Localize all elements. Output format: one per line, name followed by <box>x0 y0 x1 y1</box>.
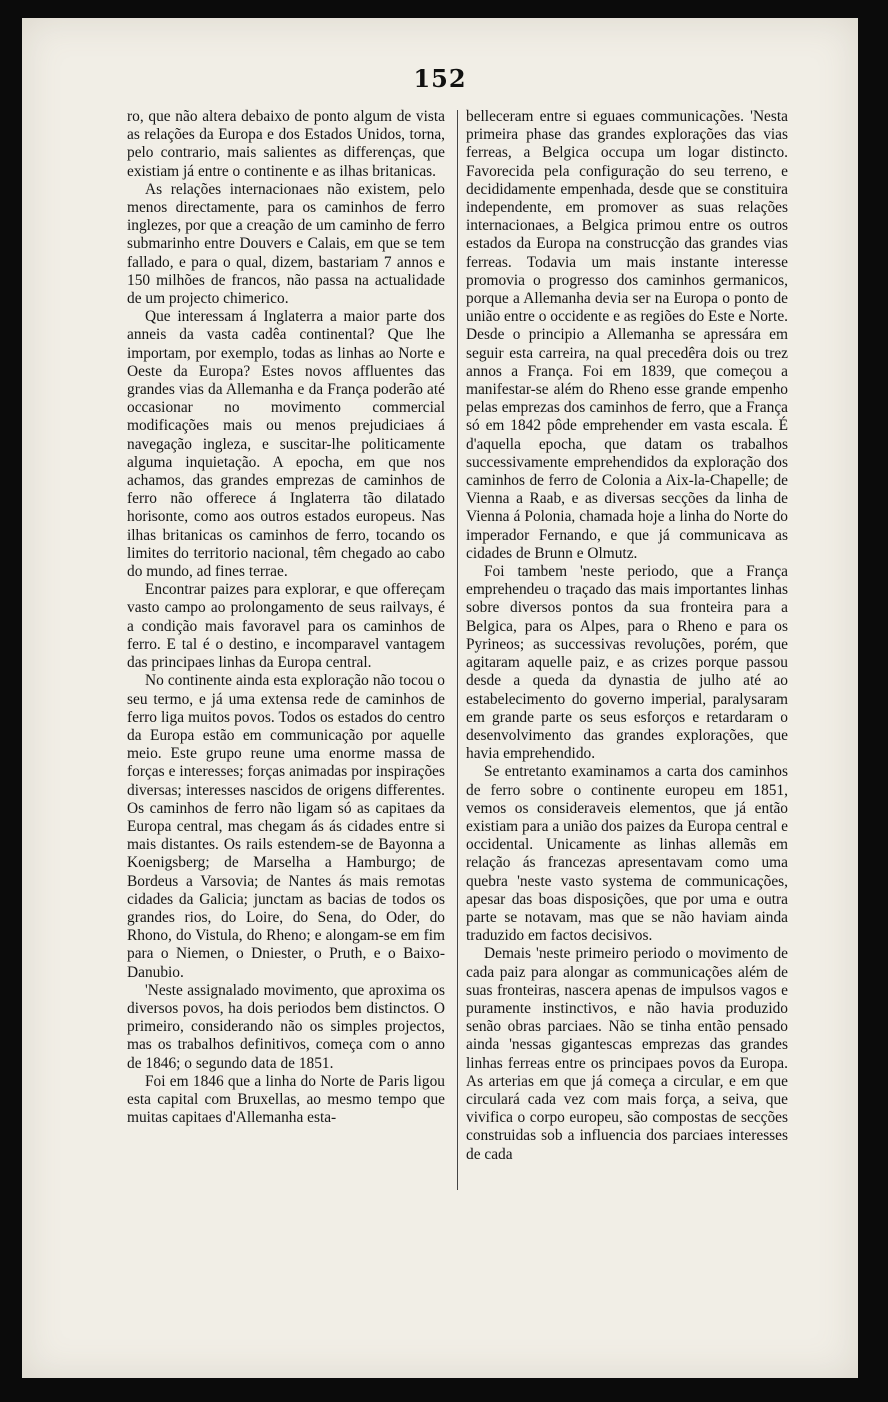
paragraph: Foi em 1846 que a linha do Norte de Paris ligou esta capital com Bruxellas, ao mesmo tempo que muitas capitaes d'Allemanha esta- <box>127 1072 445 1127</box>
paragraph: ro, que não altera debaixo de ponto algum de vista as relações da Europa e dos Estados Unidos, torna, pelo contrario, mais salientes as differenças, que existiam já entre o continente e as ilhas britanicas. <box>127 108 445 180</box>
column-divider <box>457 110 458 1190</box>
paragraph: Foi tambem 'neste periodo, que a França emprehendeu o traçado das mais importantes linhas sobre diversos pontos da sua fronteira para a Belgica, para os Alpes, para o Rheno e para os Pyrineos; as successivas revoluções, porém, que agitaram aquelle paiz, e as crizes porque passou desde a queda da dynastia de julho até ao estabelecimento do governo imperial, paralysaram em grande parte os seus esforços e retardaram o desenvolvimento das grandes explorações, que havia emprehendido. <box>466 563 788 763</box>
paragraph: Se entretanto examinamos a carta dos caminhos de ferro sobre o continente europeu em 1851, vemos os consideraveis elementos, que já então existiam para a união dos paizes da Europa central e occidental. Unicamente as linhas allemãs em relação ás francezas apresentavam como uma quebra 'neste vasto systema de communicações, apesar das boas disposições, que por uma e outra parte se notavam, mas que se não haviam ainda traduzido em factos decisivos. <box>466 763 788 945</box>
paragraph: belleceram entre si eguaes communicações. 'Nesta primeira phase das grandes explorações das vias ferreas, a Belgica occupa um logar distincto. Favorecida pela configuração do seu terreno, e decididamente empenhada, desde que se constituira independente, em promover as suas relações internacionaes, a Belgica primou entre os outros estados da Europa na construcção das grandes vias ferreas. Todavia um mais instante interesse promovia o progresso dos caminhos germanicos, porque a Allemanha devia ser na Europa o ponto de união entre o occidente e as regiões do Este e Norte. Desde o principio a Allemanha se apressára em seguir esta carreira, na qual precedêra dois ou trez annos a França. Foi em 1839, que começou a manifestar-se além do Rheno esse grande empenho pelas emprezas dos caminhos de ferro, que a França só em 1842 pôde emprehender em vasta escala. É d'aquella epocha, que datam os trabalhos successivamente emprehendidos da exploração dos caminhos de ferro de Colonia a Aix-la-Chapelle; de Vienna a Raab, e as diversas secções da linha de Vienna á Polonia, chamada hoje a linha do Norte do imperador Fernando, e que já communicava as cidades de Brunn e Olmutz. <box>466 108 788 562</box>
right-column <box>466 108 788 1164</box>
paragraph: Demais 'neste primeiro periodo o movimento de cada paiz para alongar as communicações além de suas fronteiras, nascera apenas de impulsos vagos e puramente instinctivos, e não havia produzido senão obras parciaes. Não se tinha então pensado ainda 'nessas gigantescas emprezas das grandes linhas ferreas entre os principaes povos da Europa. As arterias em que já começa a circular, e em que circulará cada vez com mais força, a seiva, que vivifica o corpo europeu, são compostas de secções construidas sob a influencia dos parciaes interesses de cada <box>466 945 788 1163</box>
book-page <box>22 18 858 1378</box>
paragraph: Que interessam á Inglaterra a maior parte dos anneis da vasta cadêa continental? Que lhe importam, por exemplo, todas as linhas ao Norte e Oeste da Europa? Estes novos affluentes das grandes vias da Allemanha e da França poderão até occasionar no movimento commercial modificações mais ou menos prejudiciaes á navegação ingleza, e suscitar-lhe politicamente alguma inquietação. A epocha, em que nos achamos, das grandes emprezas de caminhos de ferro não offerece á Inglaterra tão dilatado horisonte, como aos outros estados europeus. Nas ilhas britanicas os caminhos de ferro, tocando os limites do territorio nacional, têm chegado ao cabo do mundo, ad fines terrae. <box>127 308 445 581</box>
paragraph: As relações internacionaes não existem, pelo menos directamente, para os caminhos de ferro inglezes, por que a creação de um caminho de ferro submarinho entre Douvers e Calais, em que se tem fallado, e para o qual, dizem, bastariam 7 annos e 150 milhões de francos, não passa na actualidade de um projecto chimerico. <box>127 180 445 308</box>
left-column <box>127 108 445 1127</box>
paragraph: 'Neste assignalado movimento, que aproxima os diversos povos, ha dois periodos bem distinctos. O primeiro, considerando não os simples projectos, mas os trabalhos definitivos, começa com o anno de 1846; o segundo data de 1851. <box>127 981 445 1072</box>
page-number: 152 <box>413 64 467 93</box>
paragraph: Encontrar paizes para explorar, e que offereçam vasto campo ao prolongamento de seus railvays, é a condição mais favoravel para os caminhos de ferro. E tal é o destino, e incomparavel vantagem das principaes linhas da Europa central. <box>127 581 445 672</box>
paragraph: No continente ainda esta exploração não tocou o seu termo, e já uma extensa rede de caminhos de ferro liga muitos povos. Todos os estados do centro da Europa estão em communicação por aquelle meio. Este grupo reune uma enorme massa de forças e interesses; forças animadas por inspirações diversas; interesses nascidos de origens differentes. Os caminhos de ferro não ligam só as capitaes da Europa central, mas chegam ás ás cidades entre si mais distantes. Os rails estendem-se de Bayonna a Koenigsberg; de Marselha a Hamburgo; de Bordeus a Varsovia; de Nantes ás mais remotas cidades da Galicia; junctam as bacias de todos os grandes rios, do Loire, do Sena, do Oder, do Rhono, do Vistula, do Rheno; e alongam-se em fim para o Niemen, o Dniester, o Pruth, e o Baixo-Danubio. <box>127 672 445 981</box>
